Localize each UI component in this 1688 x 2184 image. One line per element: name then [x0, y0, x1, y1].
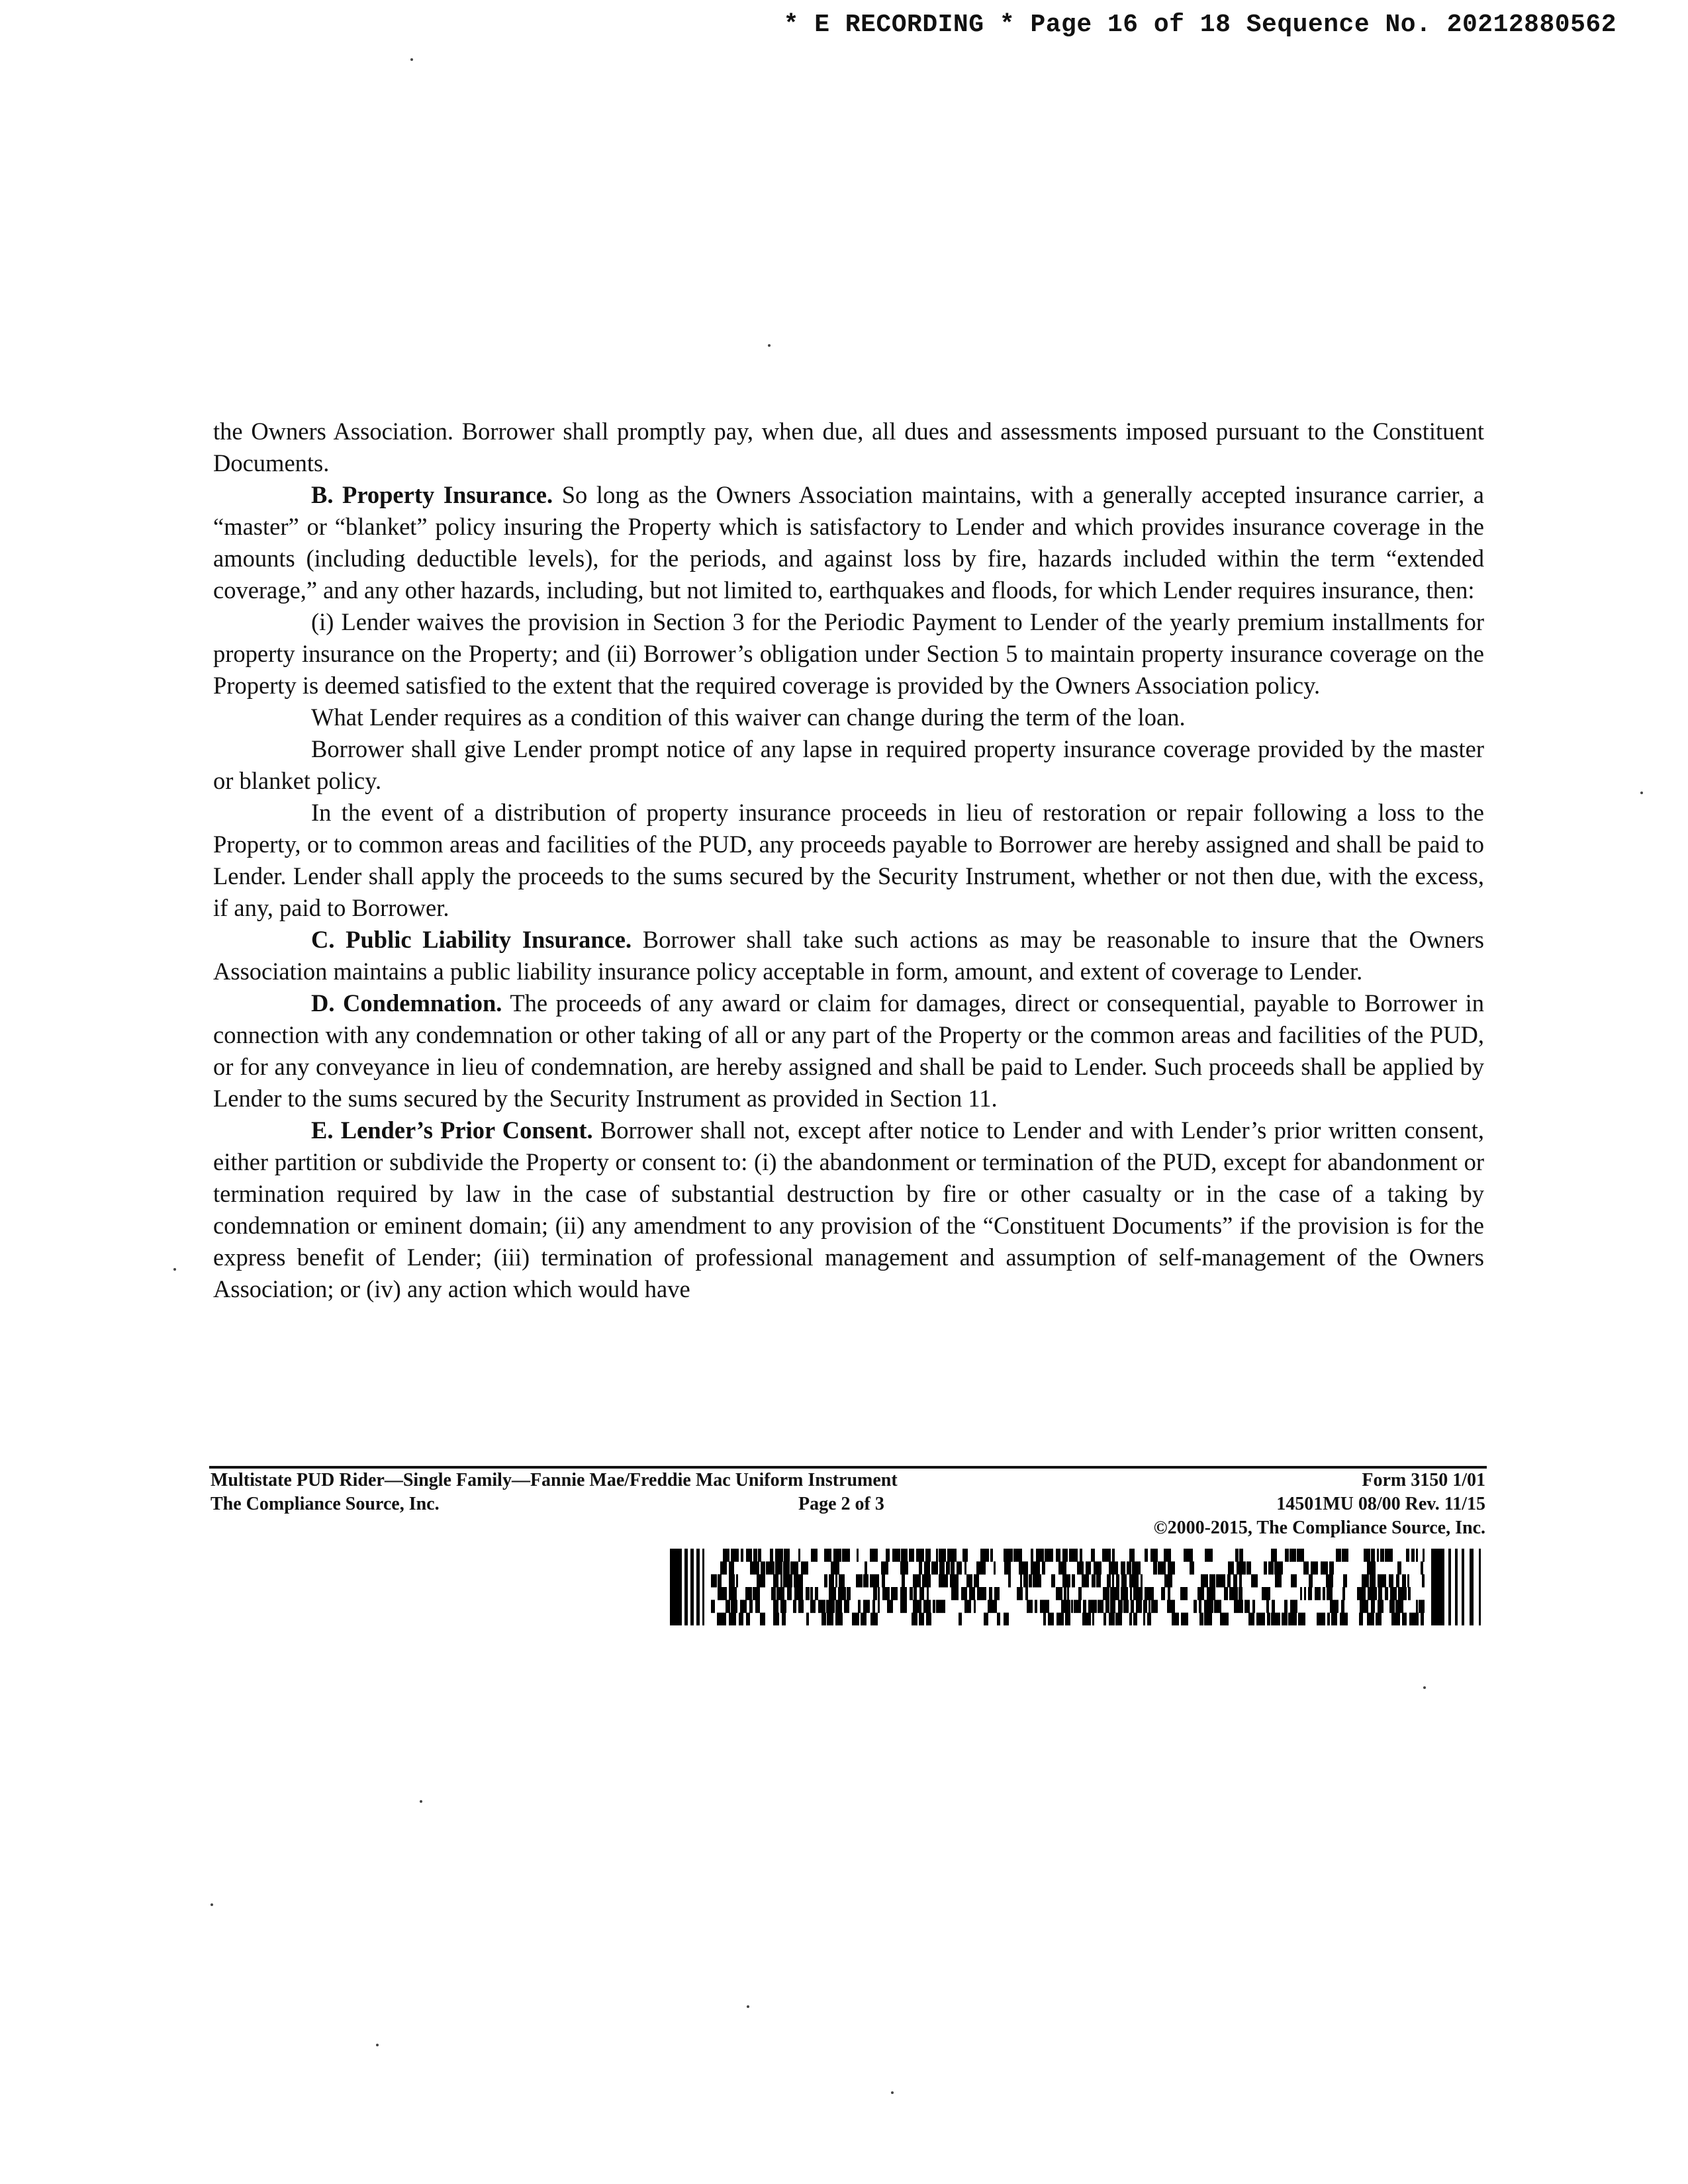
document-body: [213, 416, 1484, 1305]
section-c-text: Borrower shall take such actions as may be reasonable to insure that the Owners Association maintains a public liability insurance policy acceptable in form, amount, and extent of coverage to Lender.: [213, 926, 1484, 985]
form-title: Multistate PUD Rider—Single Family—Fannie Mae/Freddie Mac Uniform Instrument: [211, 1470, 898, 1490]
barcode-image: [670, 1549, 1487, 1625]
scan-speck: [173, 1268, 176, 1271]
section-b-distribution: In the event of a distribution of property insurance proceeds in lieu of restoration or repair following a loss to the Property, or to common areas and facilities of the PUD, any proceeds payable to Borrower are hereby assigned and shall be paid to Lender. Lender shall apply the proceeds to the sums secured by the Security Instrument, whether or not then due, with the excess, if any, paid to Borrower.: [213, 799, 1484, 921]
scan-speck: [410, 58, 413, 61]
section-e-text: Borrower shall not, except after notice to Lender and with Lender’s prior written consent, either partition or subdivide the Property or consent to: (i) the abandonment or termination of the PUD, except for abandonment or termination required by law in the case of substantial destruction by fire or other casualty or in the case of a taking by condemnation or eminent domain; (ii) any amendment to any provision of the “Constituent Documents” if the provision is for the express benefit of Lender; (iii) termination of professional management and assumption of self-management of the Owners Association; or (iv) any action which would have: [213, 1116, 1484, 1302]
section-d-text: The proceeds of any award or claim for damages, direct or consequential, payable to Borrower in connection with any condemnation or other taking of all or any part of the Property or the common areas and facilities of the PUD, or for any conveyance in lieu of condemnation, are hereby assigned and shall be paid to Lender. Such proceeds shall be applied by Lender to the sums secured by the Security Instrument as provided in Section 11.: [213, 989, 1484, 1112]
paragraph-continuation: the Owners Association. Borrower shall promptly pay, when due, all dues and assessments imposed pursuant to the Constituent Documents.: [213, 418, 1484, 477]
form-footer: [209, 1466, 1487, 1540]
scan-speck: [420, 1800, 422, 1803]
copyright-notice: ©2000-2015, The Compliance Source, Inc.: [1153, 1518, 1485, 1538]
section-e-prior-consent: [213, 1115, 1484, 1305]
scan-speck: [1640, 792, 1643, 794]
company-name: The Compliance Source, Inc.: [211, 1494, 440, 1514]
scan-speck: [747, 2005, 749, 2008]
section-c-heading: C. Public Liability Insurance.: [311, 926, 632, 953]
section-b-notice: Borrower shall give Lender prompt notice of any lapse in required property insurance coverage provided by the master or blanket policy.: [213, 735, 1484, 794]
recording-stamp: * E RECORDING * Page 16 of 18 Sequence No. 20212880562: [783, 11, 1617, 39]
section-b-waiver: What Lender requires as a condition of this waiver can change during the term of the loan.: [311, 704, 1186, 731]
scan-speck: [376, 2044, 379, 2046]
section-e-heading: E. Lender’s Prior Consent.: [311, 1116, 593, 1144]
page-number: Page 2 of 3: [798, 1494, 884, 1514]
section-c-public-liability: [213, 924, 1484, 987]
section-b-heading: B. Property Insurance.: [311, 481, 553, 508]
section-b-text: So long as the Owners Association maintains, with a generally accepted insurance carrier, a “master” or “blanket” policy insuring the Property which is satisfactory to Lender and which provides insurance coverage in the amounts (including deductible levels), for the periods, and against loss by fire, hazards included within the term “extended coverage,” and any other hazards, including, but not limited to, earthquakes and floods, for which Lender requires insurance, then:: [213, 481, 1484, 604]
section-b-clause-i: (i) Lender waives the provision in Section 3 for the Periodic Payment to Lender of the yearly premium installments for property insurance on the Property; and (ii) Borrower’s obligation under Section 5 to maintain property insurance coverage on the Property is deemed satisfied to the extent that the required coverage is provided by the Owners Association policy.: [213, 608, 1484, 699]
scan-speck: [1423, 1686, 1426, 1689]
section-d-condemnation: [213, 987, 1484, 1115]
scan-speck: [768, 344, 771, 347]
section-b-property-insurance: [213, 479, 1484, 606]
scan-speck: [891, 2091, 894, 2094]
section-d-heading: D. Condemnation.: [311, 989, 502, 1017]
form-number: Form 3150 1/01: [1362, 1470, 1485, 1490]
form-revision: 14501MU 08/00 Rev. 11/15: [1276, 1494, 1485, 1514]
scan-speck: [211, 1903, 213, 1906]
